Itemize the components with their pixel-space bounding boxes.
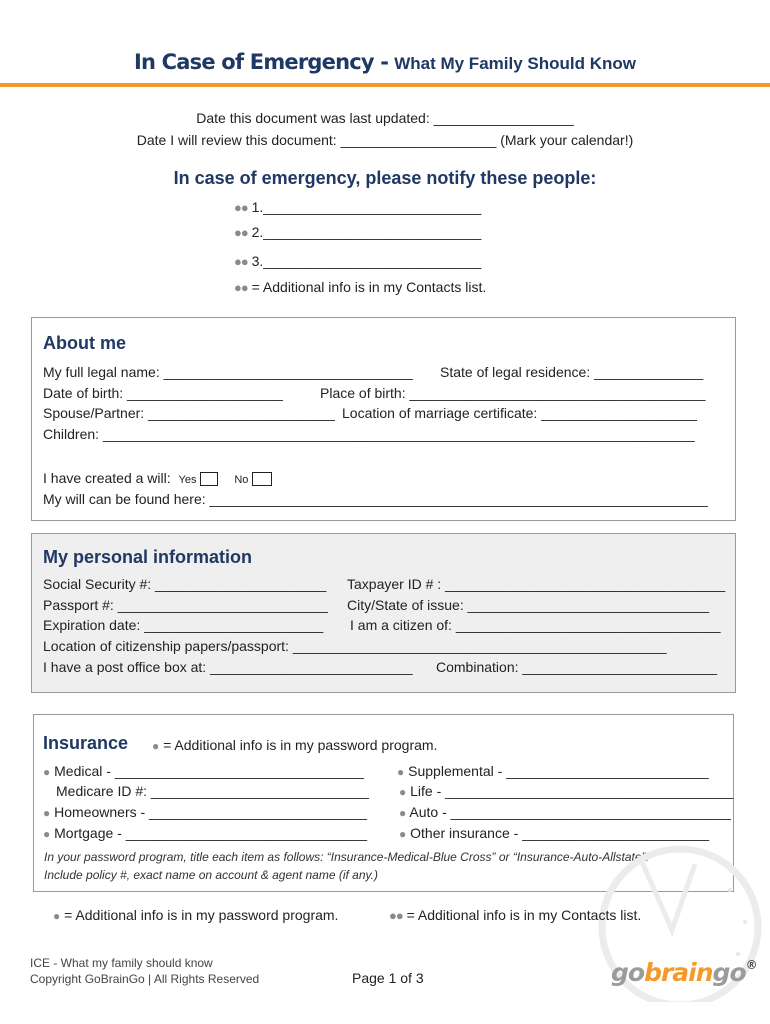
password-bullet-icon: ● — [53, 909, 61, 923]
registered-mark: ® — [745, 958, 757, 972]
homeowners-text: Homeowners - ____________________________ — [54, 804, 368, 820]
gobraingo-logo — [611, 958, 757, 987]
contacts-bullet-icon: ●● — [234, 200, 248, 215]
footer-title: ICE - What my family should know — [30, 956, 213, 970]
will-row — [43, 470, 272, 486]
notify-item-1 — [234, 199, 481, 215]
medical-text: Medical - ________________________________ — [54, 763, 364, 779]
supplemental-field[interactable] — [397, 763, 709, 779]
pob-field[interactable]: Place of birth: ______________________________________ — [320, 385, 706, 401]
notify-legend-text: = Additional info is in my Contacts list. — [251, 279, 487, 295]
contacts-bullet-icon: ●● — [234, 225, 248, 240]
notify-item-3 — [234, 253, 481, 269]
passport-field[interactable]: Passport #: ___________________________ — [43, 597, 328, 613]
marriage-cert-field[interactable]: Location of marriage certificate: ____________________ — [342, 405, 697, 421]
notify-line: 1.____________________________ — [251, 199, 482, 215]
expiration-field[interactable]: Expiration date: _______________________ — [43, 617, 324, 633]
logo-part-brain: brain — [644, 958, 713, 987]
password-bullet-icon: ● — [43, 765, 51, 779]
bottom-contacts-text: = Additional info is in my Contacts list. — [402, 907, 642, 923]
about-heading: About me — [43, 333, 126, 353]
header-divider — [0, 83, 770, 87]
will-no-checkbox[interactable] — [252, 472, 272, 486]
dob-field[interactable]: Date of birth: ____________________ — [43, 385, 283, 401]
insurance-note-1: In your password program, title each item as follows: “Insurance-Medical-Blue Cross” or “Insurance-Auto-Allstate”. — [44, 850, 649, 864]
mortgage-text: Mortgage - _______________________________ — [54, 825, 368, 841]
contacts-bullet-icon: ●● — [234, 254, 248, 269]
medicare-field[interactable]: Medicare ID #: ____________________________ — [56, 783, 369, 799]
citizenship-papers-field[interactable]: Location of citizenship papers/passport: ________________________________________________ — [43, 638, 667, 654]
will-location-field[interactable]: My will can be found here: ________________________________________________________________ — [43, 491, 708, 507]
password-bullet-icon: ● — [152, 739, 160, 753]
password-bullet-icon: ● — [399, 806, 407, 820]
password-bullet-icon: ● — [399, 827, 407, 841]
insurance-note-2: Include policy #, exact name on account & agent name (if any.) — [44, 868, 378, 882]
city-state-field[interactable]: City/State of issue: _______________________________ — [347, 597, 709, 613]
title-sub: What My Family Should Know — [394, 54, 636, 73]
notify-item-2 — [234, 224, 481, 240]
password-bullet-icon: ● — [399, 785, 407, 799]
other-insurance-field[interactable] — [399, 825, 709, 841]
auto-field[interactable] — [399, 804, 731, 820]
date-review: Date I will review this document: ____________________ (Mark your calendar!) — [136, 132, 634, 148]
ssn-field[interactable]: Social Security #: ______________________ — [43, 576, 327, 592]
other-insurance-text: Other insurance - ________________________ — [410, 825, 710, 841]
notify-line: 2.____________________________ — [251, 224, 482, 240]
notify-line: 3.____________________________ — [251, 253, 482, 269]
mortgage-field[interactable] — [43, 825, 367, 841]
insurance-legend-text: = Additional info is in my password program. — [159, 737, 438, 753]
life-field[interactable] — [399, 783, 733, 799]
spouse-field[interactable]: Spouse/Partner: ________________________ — [43, 405, 335, 421]
children-field[interactable]: Children: ____________________________________________________________________________ — [43, 426, 695, 442]
no-label: No — [234, 474, 249, 486]
taxpayer-field[interactable]: Taxpayer ID # : ____________________________________ — [347, 576, 726, 592]
logo-part-go: go — [611, 958, 645, 987]
combination-field[interactable]: Combination: _________________________ — [436, 659, 718, 675]
homeowners-field[interactable] — [43, 804, 367, 820]
will-label: I have created a will: — [43, 470, 171, 486]
logo-part-go-2: go — [712, 958, 746, 987]
bottom-password-text: = Additional info is in my password program. — [60, 907, 339, 923]
state-field[interactable]: State of legal residence: ______________ — [440, 364, 704, 380]
auto-text: Auto - ____________________________________ — [409, 804, 731, 820]
contacts-bullet-icon: ●● — [234, 280, 248, 295]
supplemental-text: Supplemental - __________________________ — [408, 763, 709, 779]
bottom-password-legend — [53, 907, 338, 923]
date-updated: Date this document was last updated: __________________ — [196, 110, 574, 126]
personal-heading: My personal information — [43, 547, 253, 567]
password-bullet-icon: ● — [43, 806, 51, 820]
yes-label: Yes — [178, 474, 197, 486]
page-number: Page 1 of 3 — [352, 970, 424, 986]
full-name-field[interactable]: My full legal name: ________________________________ — [43, 364, 413, 380]
citizen-field[interactable]: I am a citizen of: __________________________________ — [350, 617, 721, 633]
notify-legend — [234, 279, 486, 295]
contacts-bullet-icon: ●● — [389, 908, 403, 923]
bottom-contacts-legend — [389, 907, 641, 923]
will-yes-checkbox[interactable] — [200, 472, 218, 486]
life-text: Life - _____________________________________ — [410, 783, 734, 799]
insurance-legend — [152, 737, 437, 753]
po-box-field[interactable]: I have a post office box at: __________________________ — [43, 659, 413, 675]
insurance-heading: Insurance — [43, 733, 129, 753]
medical-field[interactable] — [43, 763, 364, 779]
footer-copyright: Copyright GoBrainGo | All Rights Reserved — [30, 972, 260, 986]
password-bullet-icon: ● — [397, 765, 405, 779]
notify-heading: In case of emergency, please notify these people: — [173, 168, 597, 188]
page-title — [0, 50, 770, 74]
title-main: In Case of Emergency - — [134, 50, 389, 74]
password-bullet-icon: ● — [43, 827, 51, 841]
